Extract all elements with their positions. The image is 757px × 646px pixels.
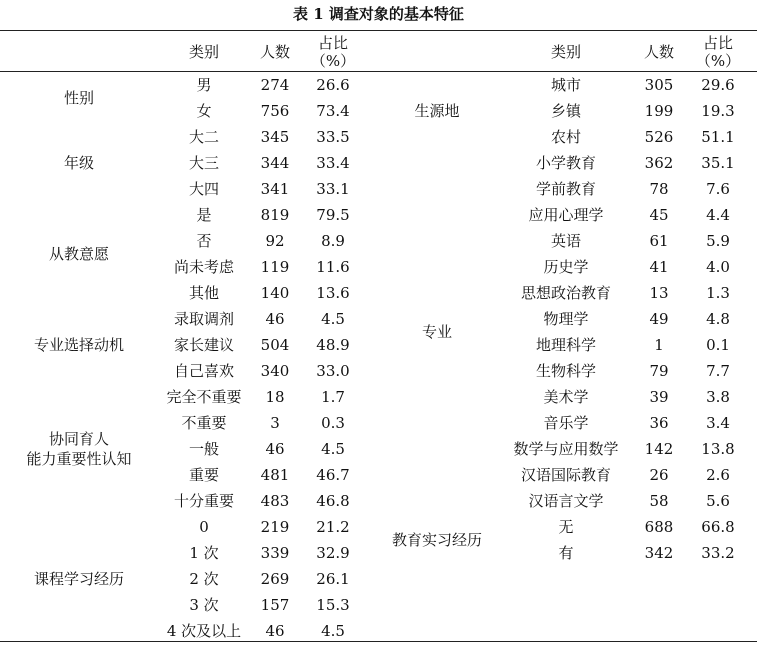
group-label (0, 306, 158, 384)
group-label-line: 年级 (63, 154, 94, 172)
percent-cell: 33.4 (316, 154, 350, 172)
category-cell: 大四 (188, 180, 219, 198)
count-cell: 79 (649, 362, 669, 380)
count-cell: 526 (644, 128, 674, 146)
percent-cell: 33.0 (316, 362, 350, 380)
percent-cell: 4.5 (321, 622, 345, 640)
category-cell: 物理学 (543, 310, 589, 328)
category-cell: 音乐学 (543, 414, 589, 432)
percent-cell: 21.2 (316, 518, 350, 536)
count-cell: 362 (644, 154, 674, 172)
percent-cell: 0.1 (706, 336, 730, 354)
count-cell: 340 (260, 362, 290, 380)
count-cell: 1 (654, 336, 664, 354)
percent-cell: 26.6 (316, 76, 350, 94)
count-cell: 756 (260, 102, 290, 120)
category-cell: 农村 (550, 128, 581, 146)
group-label-line: 协同育人 (48, 430, 109, 448)
category-cell: 大三 (188, 154, 219, 172)
category-cell: 城市 (550, 76, 581, 94)
percent-cell: 33.5 (316, 128, 350, 146)
group-label-line: 教育实习经历 (391, 531, 482, 549)
percent-cell: 4.0 (706, 258, 730, 276)
category-cell: 其他 (188, 284, 219, 302)
percent-cell: 1.7 (321, 388, 345, 406)
count-cell: 46 (265, 310, 285, 328)
count-cell: 269 (260, 570, 290, 588)
header-count-right: 人数 (643, 43, 674, 61)
category-cell: 十分重要 (173, 492, 234, 510)
category-cell: 0 (199, 518, 209, 536)
percent-cell: 33.1 (316, 180, 350, 198)
group-label (366, 150, 508, 514)
percent-cell: 7.6 (706, 180, 730, 198)
group-label-line: 性别 (63, 89, 94, 107)
percent-cell: 1.3 (706, 284, 730, 302)
header-pct-right (688, 32, 748, 72)
count-cell: 305 (644, 76, 674, 94)
group-label-line: 从教意愿 (48, 245, 109, 263)
header-pct-unit: （%） (695, 52, 741, 70)
category-cell: 有 (558, 544, 574, 562)
count-cell: 157 (260, 596, 290, 614)
group-label (366, 514, 508, 566)
category-cell: 录取调剂 (173, 310, 234, 328)
count-cell: 481 (260, 466, 290, 484)
group-label (0, 72, 158, 124)
category-cell: 英语 (550, 232, 581, 250)
category-cell: 3 次 (189, 596, 219, 614)
percent-cell: 15.3 (316, 596, 350, 614)
category-cell: 应用心理学 (528, 206, 604, 224)
category-cell: 完全不重要 (166, 388, 242, 406)
header-pct-left (300, 32, 366, 72)
percent-cell: 3.4 (706, 414, 730, 432)
category-cell: 无 (558, 518, 574, 536)
count-cell: 341 (260, 180, 290, 198)
header-pct-unit: （%） (310, 52, 356, 70)
category-cell: 地理科学 (535, 336, 596, 354)
category-cell: 生物科学 (535, 362, 596, 380)
category-cell: 女 (196, 102, 212, 120)
percent-cell: 13.8 (701, 440, 735, 458)
group-label (366, 72, 508, 150)
count-cell: 41 (649, 258, 669, 276)
group-label (0, 384, 158, 514)
category-cell: 乡镇 (550, 102, 581, 120)
percent-cell: 46.8 (316, 492, 350, 510)
count-cell: 39 (649, 388, 669, 406)
count-cell: 339 (260, 544, 290, 562)
group-label-line: 课程学习经历 (33, 570, 124, 588)
percent-cell: 8.9 (321, 232, 345, 250)
count-cell: 504 (260, 336, 290, 354)
count-cell: 46 (265, 622, 285, 640)
category-cell: 1 次 (189, 544, 219, 562)
category-cell: 是 (196, 206, 212, 224)
count-cell: 140 (260, 284, 290, 302)
percent-cell: 11.6 (316, 258, 350, 276)
count-cell: 119 (260, 258, 290, 276)
percent-cell: 5.6 (706, 492, 730, 510)
category-cell: 美术学 (543, 388, 589, 406)
group-label-line: 专业 (421, 323, 452, 341)
header-category-right: 类别 (550, 43, 581, 61)
percent-cell: 73.4 (316, 102, 350, 120)
category-cell: 小学教育 (535, 154, 596, 172)
count-cell: 92 (265, 232, 285, 250)
category-cell: 家长建议 (173, 336, 234, 354)
percent-cell: 3.8 (706, 388, 730, 406)
percent-cell: 4.4 (706, 206, 730, 224)
header-pct-label: 占比 (317, 34, 348, 52)
count-cell: 18 (265, 388, 285, 406)
category-cell: 自己喜欢 (173, 362, 234, 380)
count-cell: 49 (649, 310, 669, 328)
category-cell: 数学与应用数学 (513, 440, 619, 458)
header-category-left: 类别 (188, 43, 219, 61)
count-cell: 274 (260, 76, 290, 94)
category-cell: 重要 (188, 466, 219, 484)
count-cell: 78 (649, 180, 669, 198)
category-cell: 一般 (188, 440, 219, 458)
percent-cell: 13.6 (316, 284, 350, 302)
percent-cell: 0.3 (321, 414, 345, 432)
count-cell: 3 (270, 414, 280, 432)
group-label-line: 能力重要性认知 (26, 450, 132, 468)
category-cell: 学前教育 (535, 180, 596, 198)
category-cell: 2 次 (189, 570, 219, 588)
percent-cell: 66.8 (701, 518, 735, 536)
count-cell: 483 (260, 492, 290, 510)
percent-cell: 46.7 (316, 466, 350, 484)
count-cell: 61 (649, 232, 669, 250)
count-cell: 344 (260, 154, 290, 172)
percent-cell: 29.6 (701, 76, 735, 94)
count-cell: 342 (644, 544, 674, 562)
category-cell: 历史学 (543, 258, 589, 276)
count-cell: 142 (644, 440, 674, 458)
category-cell: 汉语国际教育 (520, 466, 611, 484)
group-label-line: 生源地 (414, 102, 460, 120)
percent-cell: 33.2 (701, 544, 735, 562)
count-cell: 46 (265, 440, 285, 458)
count-cell: 688 (644, 518, 674, 536)
percent-cell: 2.6 (706, 466, 730, 484)
count-cell: 819 (260, 206, 290, 224)
group-label (0, 202, 158, 306)
percent-cell: 32.9 (316, 544, 350, 562)
category-cell: 不重要 (181, 414, 227, 432)
category-cell: 否 (196, 232, 212, 250)
percent-cell: 19.3 (701, 102, 735, 120)
group-label (0, 514, 158, 644)
percent-cell: 4.5 (321, 310, 345, 328)
percent-cell: 26.1 (316, 570, 350, 588)
count-cell: 345 (260, 128, 290, 146)
category-cell: 男 (196, 76, 212, 94)
bottom-rule (0, 641, 757, 642)
category-cell: 思想政治教育 (520, 284, 611, 302)
count-cell: 13 (649, 284, 669, 302)
top-rule (0, 30, 757, 31)
count-cell: 45 (649, 206, 669, 224)
count-cell: 199 (644, 102, 674, 120)
percent-cell: 4.8 (706, 310, 730, 328)
category-cell: 尚未考虑 (173, 258, 234, 276)
percent-cell: 48.9 (316, 336, 350, 354)
group-label-line: 专业选择动机 (33, 336, 124, 354)
group-label (0, 124, 158, 202)
category-cell: 大二 (188, 128, 219, 146)
count-cell: 219 (260, 518, 290, 536)
percent-cell: 4.5 (321, 440, 345, 458)
count-cell: 36 (649, 414, 669, 432)
percent-cell: 5.9 (706, 232, 730, 250)
percent-cell: 79.5 (316, 206, 350, 224)
header-count-left: 人数 (259, 43, 290, 61)
category-cell: 4 次及以上 (166, 622, 242, 640)
header-pct-label: 占比 (702, 34, 733, 52)
table-title: 表 1 调查对象的基本特征 (293, 5, 464, 23)
percent-cell: 7.7 (706, 362, 730, 380)
category-cell: 汉语言文学 (528, 492, 604, 510)
count-cell: 26 (649, 466, 669, 484)
percent-cell: 51.1 (701, 128, 735, 146)
percent-cell: 35.1 (701, 154, 735, 172)
count-cell: 58 (649, 492, 669, 510)
